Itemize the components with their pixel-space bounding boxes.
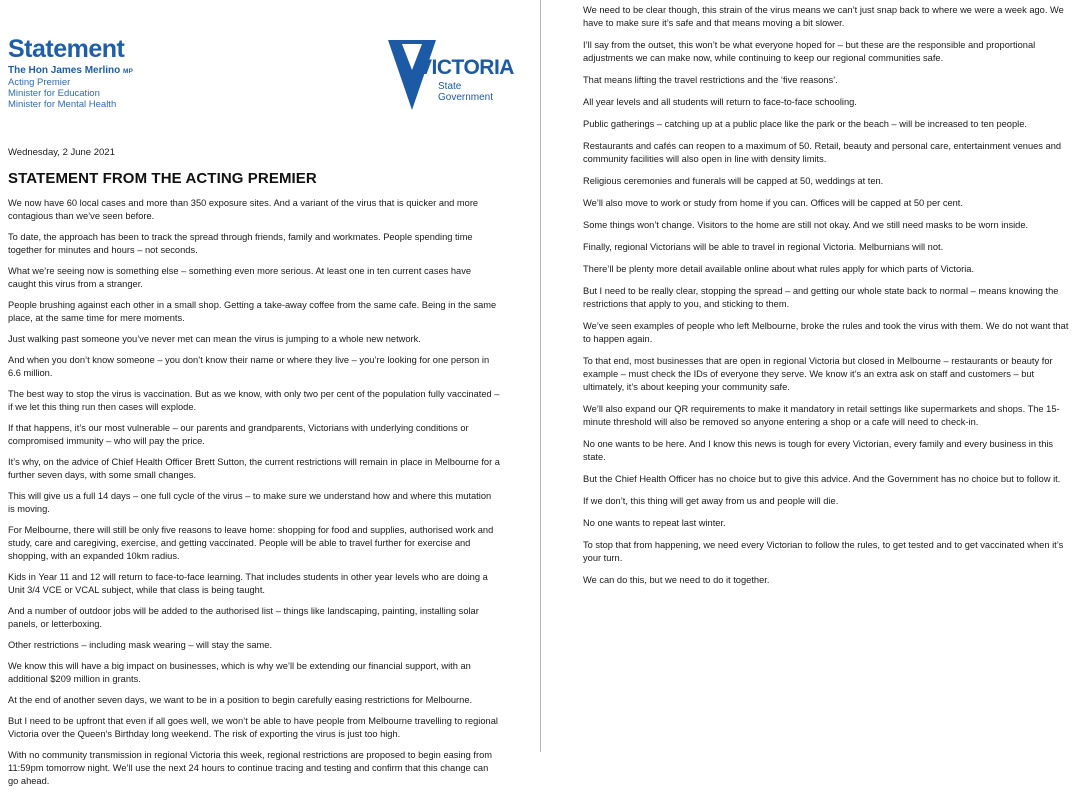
paragraph: We can do this, but we need to do it together. <box>583 575 770 585</box>
statement-date: Wednesday, 2 June 2021 <box>8 147 115 158</box>
victoria-logo <box>388 40 518 110</box>
paragraph: That means lifting the travel restrictions and the ‘five reasons’. <box>583 75 838 85</box>
paragraph: No one wants to repeat last winter. <box>583 518 726 528</box>
statement-header <box>8 36 528 126</box>
paragraph: All year levels and all students will return to face-to-face schooling. <box>583 97 857 107</box>
paragraph: Other restrictions – including mask wearing – will stay the same. <box>8 640 273 650</box>
paragraph: What we’re seeing now is something else – something even more serious. At least one in ten current cases have caught this virus from a stranger. <box>8 266 472 289</box>
paragraph: But the Chief Health Officer has no choice but to give this advice. And the Government has no choice but to follow it. <box>583 474 1061 484</box>
paragraph: For Melbourne, there will still be only five reasons to leave home: shopping for food and supplies, authorised work and study, care and caregiving, exercise, and getting vaccinated. People will be able to travel further for exercise and shopping, with an expanded 10km radius. <box>8 525 494 561</box>
paragraph: And when you don’t know someone – you don’t know their name or where they live – you’re looking for one person in 6.6 million. <box>8 355 490 378</box>
paragraph: To date, the approach has been to track the spread through friends, family and workmates. People spending time together for minutes and hours – not seconds. <box>8 232 473 255</box>
logo-subtext: Government <box>438 92 494 103</box>
paragraph: It’s why, on the advice of Chief Health Officer Brett Sutton, the current restrictions will remain in place in Melbourne for a further seven days, with some small changes. <box>8 457 500 480</box>
paragraph: Kids in Year 11 and 12 will return to face-to-face learning. That includes students in other year levels who are doing a Unit 3/4 VCE or VCAL subject, while that class is being taught. <box>8 572 488 595</box>
minister-suffix: MP <box>123 68 133 75</box>
paragraph: Finally, regional Victorians will be able to travel in regional Victoria. Melburnians will not. <box>583 242 944 252</box>
paragraph: We’ll also expand our QR requirements to make it mandatory in retail settings like supermarkets and shops. The 15-minute threshold will also be removed so anyone entering a shop or a cafe will need to check-in. <box>583 404 1060 427</box>
right-column-body <box>583 4 1073 596</box>
document-page-left <box>0 0 541 786</box>
paragraph: We’ve seen examples of people who left Melbourne, broke the rules and took the virus with them. We do not want that to happen again. <box>583 321 1069 344</box>
minister-role: Acting Premier <box>8 77 71 88</box>
paragraph: People brushing against each other in a small shop. Getting a take-away coffee from the same cafe. Being in the same place, at the same time for mere moments. <box>8 300 497 323</box>
paragraph: This will give us a full 14 days – one full cycle of the virus – to make sure we understand how and where this mutation is moving. <box>8 491 492 514</box>
paragraph: The best way to stop the virus is vaccination. But as we know, with only two per cent of the population fully vaccinated – if we let this thing run then cases will explode. <box>8 389 500 412</box>
paragraph: But I need to be upfront that even if all goes well, we won’t be able to have people from Melbourne travelling to regional Victoria over the Queen’s Birthday long weekend. The risk of exporting the virus is just too high. <box>8 716 498 739</box>
paragraph: At the end of another seven days, we want to be in a position to begin carefully easing restrictions for Melbourne. <box>8 695 473 705</box>
logo-subtext: State <box>438 81 462 92</box>
paragraph: Religious ceremonies and funerals will be capped at 50, weddings at ten. <box>583 176 884 186</box>
paragraph: There’ll be plenty more detail available online about what rules apply for which parts of Victoria. <box>583 264 975 274</box>
paragraph: If that happens, it’s our most vulnerable – our parents and grandparents, Victorians with underlying conditions or compromised immunity – who will pay the price. <box>8 423 469 446</box>
paragraph: We need to be clear though, this strain of the virus means we can’t just snap back to where we were a week ago. We have to make sure it’s safe and that means moving a bit slower. <box>583 5 1064 28</box>
paragraph: I’ll say from the outset, this won’t be what everyone hoped for – but these are the responsible and proportional adjustments we can make now, while continuing to keep our regional communities safe. <box>583 40 1036 63</box>
left-column-body <box>8 197 500 796</box>
paragraph: Restaurants and cafés can reopen to a maximum of 50. Retail, beauty and personal care, entertainment venues and community facilities will also open in line with density limits. <box>583 141 1062 164</box>
paragraph: To stop that from happening, we need every Victorian to follow the rules, to get tested and to get vaccinated when it’s your turn. <box>583 540 1064 563</box>
paragraph: Public gatherings – catching up at a public place like the park or the beach – will be increased to ten people. <box>583 119 1027 129</box>
minister-role: Minister for Mental Health <box>8 99 117 110</box>
paragraph: We’ll also move to work or study from home if you can. Offices will be capped at 50 per cent. <box>583 198 963 208</box>
logo-wordmark: VICTORIA <box>418 56 514 79</box>
paragraph: We know this will have a big impact on businesses, which is why we’ll be extending our financial support, with an additional $209 million in grants. <box>8 661 471 684</box>
paragraph: To that end, most businesses that are open in regional Victoria but closed in Melbourne – restaurants or beauty for example – must check the IDs of everyone they serve. We know it’s an extra ask on staff and customers – but ultimately, it’s about keeping your community safe. <box>583 356 1053 392</box>
document-title: STATEMENT FROM THE ACTING PREMIER <box>8 170 317 187</box>
paragraph: And a number of outdoor jobs will be added to the authorised list – things like landscaping, painting, installing solar panels, or letterboxing. <box>8 606 479 629</box>
minister-name-text: The Hon James Merlino <box>8 65 121 76</box>
statement-heading: Statement <box>8 35 125 63</box>
paragraph: Some things won’t change. Visitors to the home are still not okay. And we still need masks to be worn inside. <box>583 220 1029 230</box>
paragraph: But I need to be really clear, stopping the spread – and getting our whole state back to normal – means knowing the restrictions that apply to you, and sticking to them. <box>583 286 1059 309</box>
paragraph: If we don’t, this thing will get away from us and people will die. <box>583 496 839 506</box>
paragraph: With no community transmission in regional Victoria this week, regional restrictions are proposed to begin easing from 11:59pm tomorrow night. We’ll use the next 24 hours to continue tracing and testing and confirm that this change can go ahead. <box>8 750 493 786</box>
paragraph: We now have 60 local cases and more than 350 exposure sites. And a variant of the virus that is quicker and more contagious than we’ve seen before. <box>8 198 479 221</box>
document-page-right <box>541 0 1082 752</box>
paragraph: Just walking past someone you’ve never met can mean the virus is jumping to a whole new network. <box>8 334 421 344</box>
paragraph: No one wants to be here. And I know this news is tough for every Victorian, every family and every business in this state. <box>583 439 1054 462</box>
minister-role: Minister for Education <box>8 88 100 99</box>
